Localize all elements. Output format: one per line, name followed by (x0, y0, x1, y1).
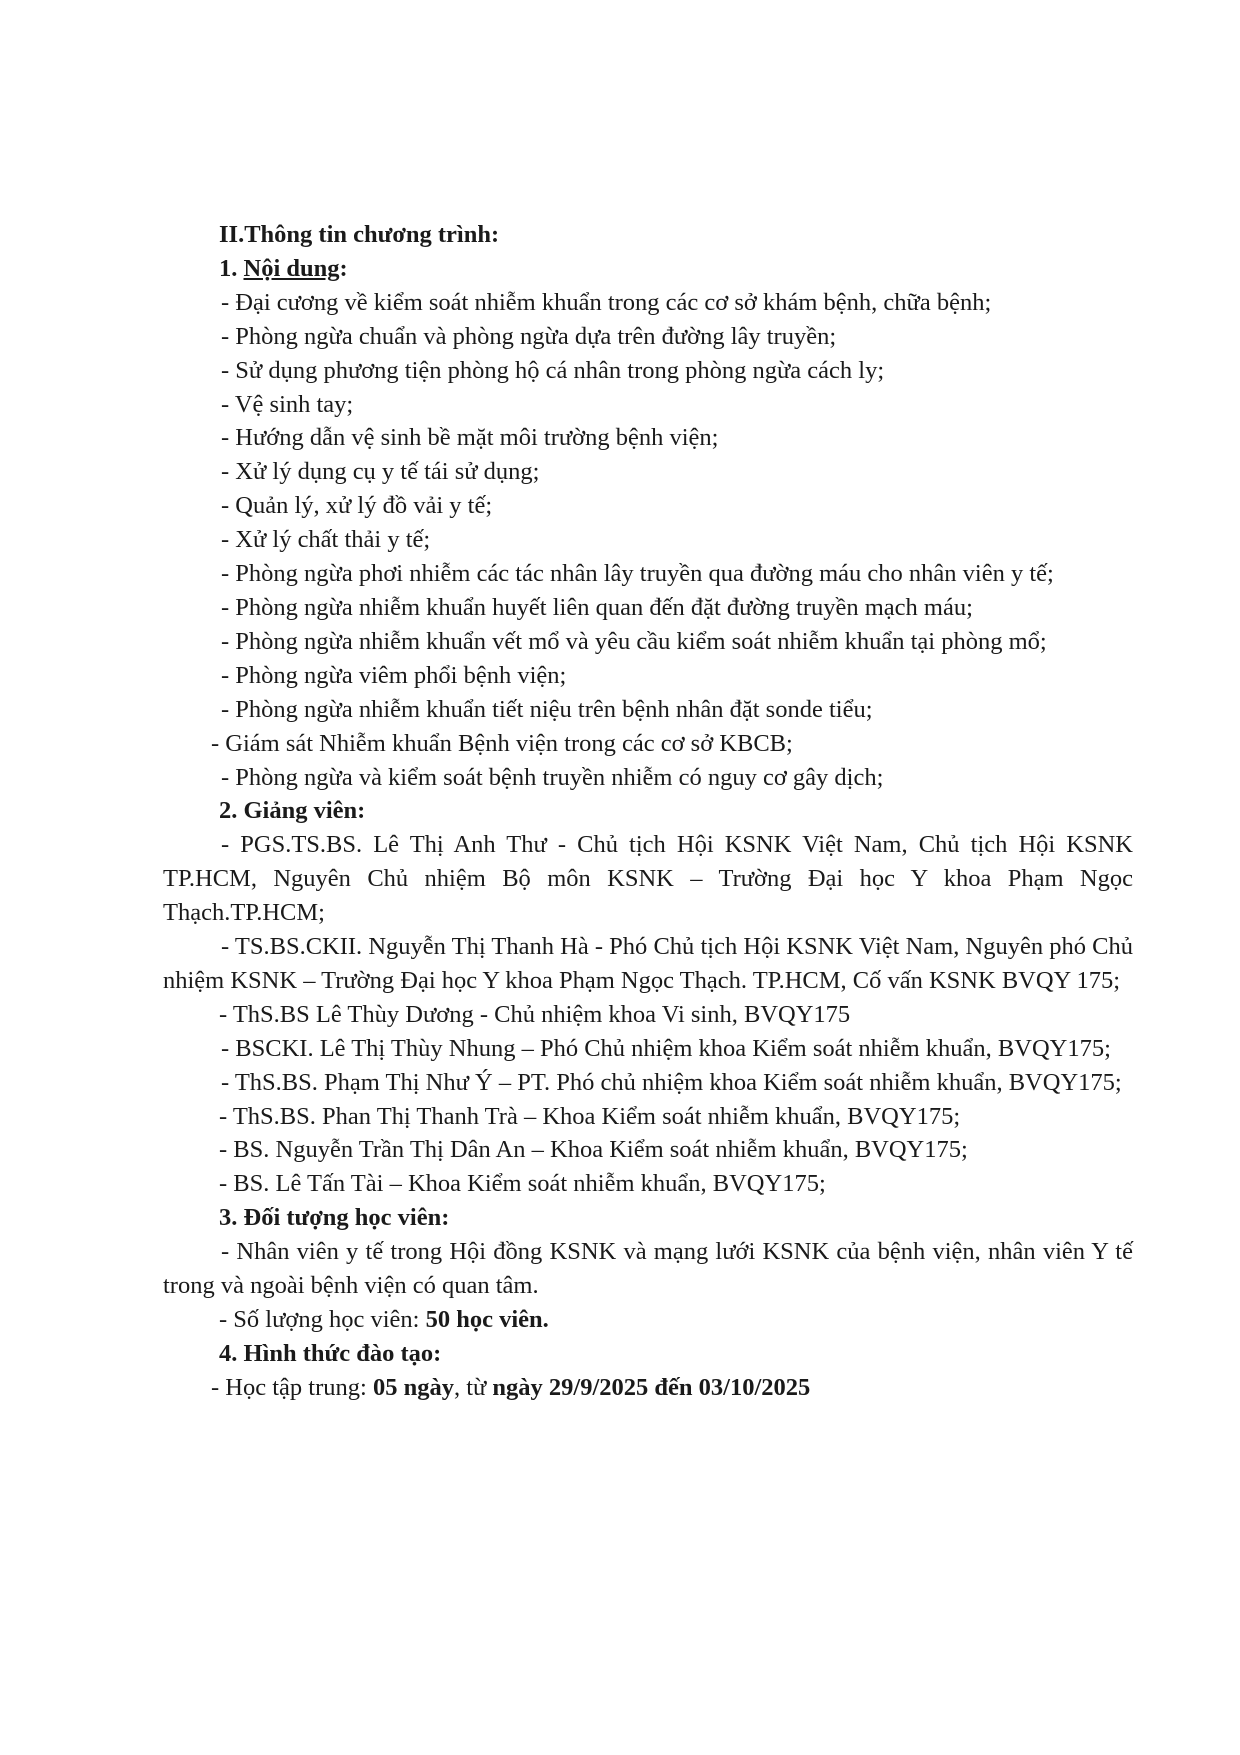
content-item: - Xử lý dụng cụ y tế tái sử dụng; (221, 458, 540, 486)
content-item: - Vệ sinh tay; (221, 390, 354, 418)
content-item: - Phòng ngừa nhiễm khuẩn tiết niệu trên bệnh nhân đặt sonde tiểu; (221, 695, 873, 723)
lecturer-entry: - BSCKI. Lê Thị Thùy Nhung – Phó Chủ nhiệm khoa Kiểm soát nhiễm khuẩn, BVQY175; (221, 1034, 1111, 1062)
content-item: - Phòng ngừa phơi nhiễm các tác nhân lây truyền qua đường máu cho nhân viên y tế; (221, 560, 1054, 588)
format-label: - Học tập trung: (211, 1373, 373, 1401)
content-item: - Đại cương về kiểm soát nhiễm khuẩn trong các cơ sở khám bệnh, chữa bệnh; (221, 288, 992, 316)
content-item: - Sử dụng phương tiện phòng hộ cá nhân trong phòng ngừa cách ly; (221, 356, 885, 384)
content-heading (163, 252, 1133, 286)
content-item: - Giám sát Nhiễm khuẩn Bệnh viện trong các cơ sở KBCB; (211, 729, 793, 757)
trainees-heading: 3. Đối tượng học viên: (219, 1204, 450, 1232)
trainees-count-value: 50 học viên. (425, 1306, 549, 1333)
lecturer-entry: - PGS.TS.BS. Lê Thị Anh Thư - Chủ tịch Hội KSNK Việt Nam, Chủ tịch Hội KSNK TP.HCM, Nguyên Chủ nhiệm Bộ môn KSNK – Trường Đại học Y khoa Phạm Ngọc Thạch.TP.HCM; (163, 831, 1133, 927)
trainees-count-label: - Số lượng học viên: (219, 1306, 426, 1333)
content-item: - Phòng ngừa nhiễm khuẩn vết mổ và yêu cầu kiểm soát nhiễm khuẩn tại phòng mổ; (221, 627, 1047, 655)
content-item: - Quản lý, xử lý đồ vải y tế; (221, 492, 493, 520)
format-sep: , từ (453, 1373, 493, 1401)
lecturer-entry: - BS. Lê Tấn Tài – Khoa Kiểm soát nhiễm khuẩn, BVQY175; (219, 1170, 826, 1198)
format-duration: 05 ngày (372, 1373, 454, 1401)
lecturer-entry: - ThS.BS. Phan Thị Thanh Trà – Khoa Kiểm soát nhiễm khuẩn, BVQY175; (219, 1102, 961, 1130)
trainees-description: - Nhân viên y tế trong Hội đồng KSNK và mạng lưới KSNK của bệnh viện, nhân viên Y tế trong và ngoài bệnh viện có quan tâm. (163, 1238, 1133, 1300)
content-heading-number: 1. (219, 254, 244, 282)
format-heading: 4. Hình thức đào tạo: (219, 1339, 442, 1367)
lecturer-entry: - ThS.BS. Phạm Thị Như Ý – PT. Phó chủ nhiệm khoa Kiểm soát nhiễm khuẩn, BVQY175; (221, 1068, 1122, 1096)
content-item: - Hướng dẫn vệ sinh bề mặt môi trường bệnh viện; (221, 424, 719, 452)
lecturer-entry: - TS.BS.CKII. Nguyễn Thị Thanh Hà - Phó Chủ tịch Hội KSNK Việt Nam, Nguyên phó Chủ nhiệm KSNK – Trường Đại học Y khoa Phạm Ngọc Thạch. TP.HCM, Cố vấn KSNK BVQY 175; (163, 933, 1133, 994)
lecturer-entry: - ThS.BS Lê Thùy Dương - Chủ nhiệm khoa Vi sinh, BVQY175 (219, 1000, 851, 1028)
lecturer-entry: - BS. Nguyễn Trần Thị Dân An – Khoa Kiểm soát nhiễm khuẩn, BVQY175; (219, 1136, 968, 1164)
content-heading-colon: : (339, 254, 348, 282)
content-heading-label: Nội dung (243, 254, 340, 282)
format-dates: ngày 29/9/2025 đến 03/10/2025 (492, 1373, 811, 1401)
lecturers-heading: 2. Giảng viên: (219, 797, 366, 825)
content-item: - Phòng ngừa viêm phổi bệnh viện; (221, 661, 567, 689)
content-item: - Phòng ngừa nhiễm khuẩn huyết liên quan đến đặt đường truyền mạch máu; (221, 593, 973, 621)
content-item: - Xử lý chất thải y tế; (221, 526, 431, 554)
trainees-count (163, 1303, 1133, 1337)
content-item: - Phòng ngừa chuẩn và phòng ngừa dựa trên đường lây truyền; (221, 322, 837, 350)
format-line (163, 1371, 1133, 1405)
document-body (163, 218, 1133, 1405)
content-item: - Phòng ngừa và kiểm soát bệnh truyền nhiễm có nguy cơ gây dịch; (221, 763, 884, 791)
section-title: II.Thông tin chương trình: (219, 221, 500, 248)
